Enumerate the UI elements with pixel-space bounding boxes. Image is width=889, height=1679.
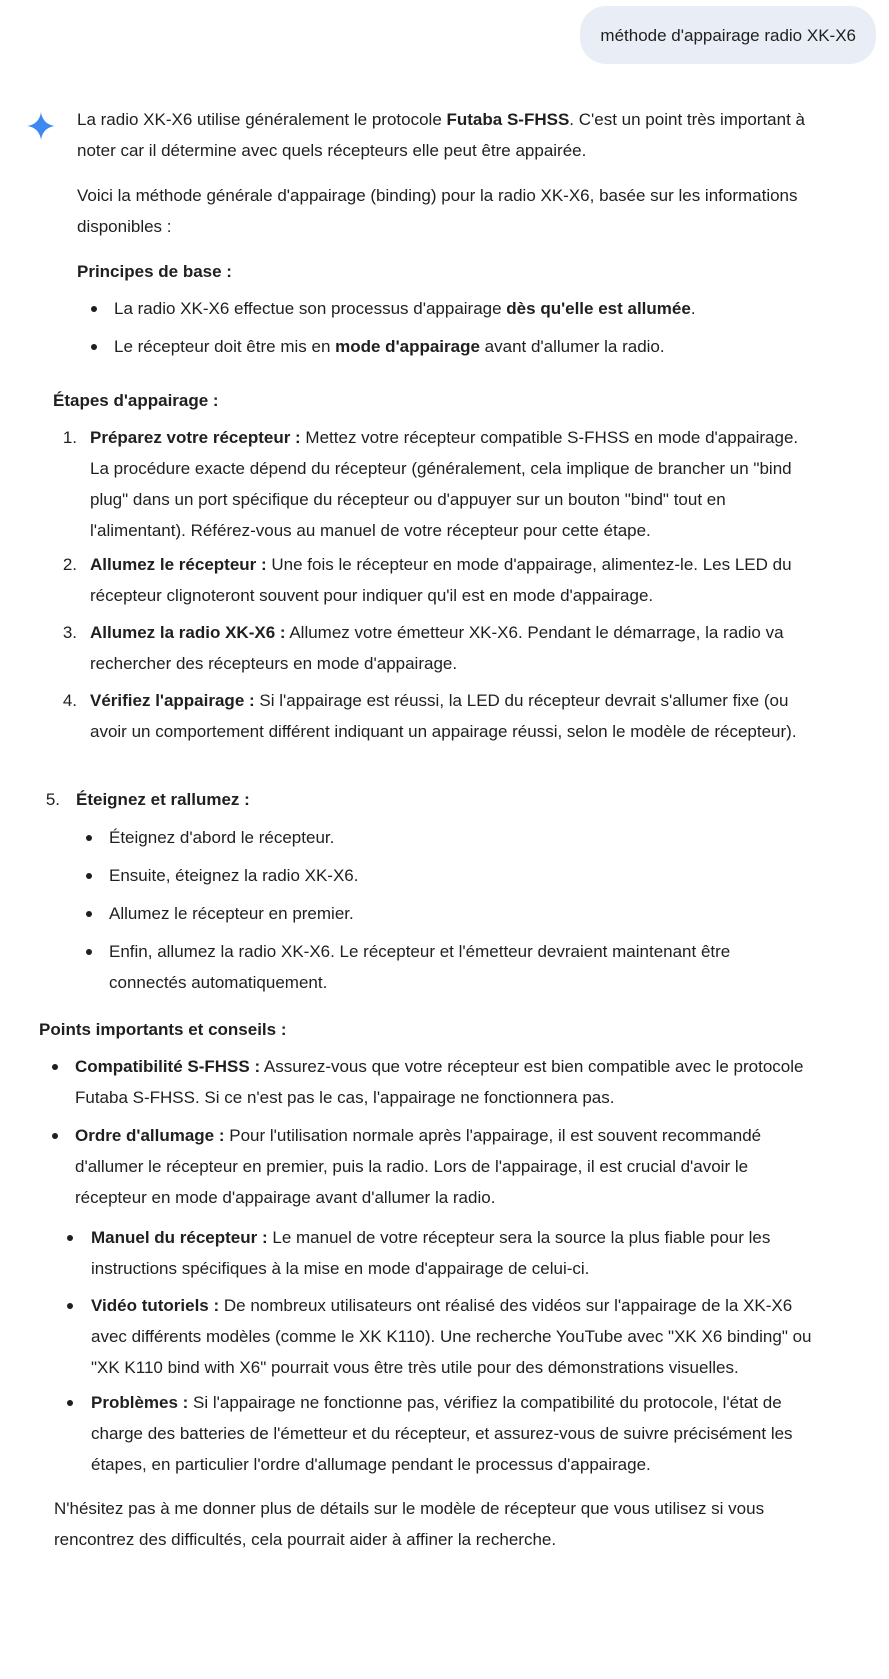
sub-list-item: Enfin, allumez la radio XK-X6. Le récepteur et l'émetteur devraient maintenant être connectés automatiquement. (109, 942, 731, 992)
list-item-text: La radio XK-X6 effectue son processus d'appairage (114, 299, 507, 318)
steps-heading (53, 385, 219, 416)
bullet-icon (67, 1400, 73, 1406)
tip-title: Vidéo tutoriels : (91, 1296, 220, 1315)
step-title: Vérifiez l'appairage : (90, 691, 255, 710)
tip-title: Ordre d'allumage : (75, 1126, 225, 1145)
bullet-icon (52, 1064, 58, 1070)
sparkle-icon (25, 110, 57, 142)
intro-text-a: La radio XK-X6 utilise généralement le protocole (77, 110, 447, 129)
user-query-bubble (580, 6, 876, 64)
tips-heading-text: Points importants et conseils : (39, 1020, 287, 1039)
principles-heading-text: Principes de base : (77, 262, 232, 281)
step-title: Allumez le récepteur : (90, 555, 267, 574)
tip-item (91, 1290, 816, 1383)
step-title: Allumez la radio XK-X6 : (90, 623, 286, 642)
user-query-text: méthode d'appairage radio XK-X6 (600, 25, 856, 45)
bullet-icon (52, 1133, 58, 1139)
step-number: 4. (62, 691, 77, 710)
list-item (114, 331, 824, 362)
bullet-icon (86, 835, 92, 841)
tip-text: De nombreux utilisateurs ont réalisé des vidéos sur l'appairage de la XK-X6 avec différents modèles (comme le XK K110). Une recherche YouTube avec "XK X6 binding" ou "XK K110 bind with X6" pourrait vous être très utile pour des démonstrations visuelles. (91, 1296, 812, 1377)
list-item-text: Le récepteur doit être mis en (114, 337, 336, 356)
tip-item (91, 1222, 811, 1284)
principles-heading (77, 256, 232, 287)
bullet-icon (86, 949, 92, 955)
step-number: 1. (62, 428, 77, 447)
step-item (90, 685, 810, 747)
bullet-icon (86, 911, 92, 917)
intro-text-c: . C'est un point très important à noter car il détermine avec quels récepteurs elle peut être appairée. (77, 110, 805, 160)
step-number: 5. (45, 790, 60, 809)
step-text: Une fois le récepteur en mode d'appairage, alimentez-le. Les LED du récepteur clignoteront souvent pour indiquer qu'il est en mode d'appairage. (90, 555, 792, 605)
list-item-text-end: . (690, 299, 696, 318)
step-title: Préparez votre récepteur : (90, 428, 301, 447)
step-item (90, 549, 810, 611)
step-text: Allumez votre émetteur XK-X6. Pendant le démarrage, la radio va rechercher des récepteurs en mode d'appairage. (90, 623, 784, 673)
step-item (90, 617, 810, 679)
tip-text: Assurez-vous que votre récepteur est bien compatible avec le protocole Futaba S-FHSS. Si ce n'est pas le cas, l'appairage ne fonctionnera pas. (75, 1057, 804, 1107)
tip-item (91, 1387, 811, 1480)
list-item-bold: dès qu'elle est allumée (506, 299, 691, 318)
steps-heading-text: Étapes d'appairage : (53, 391, 219, 410)
list-item-bold: mode d'appairage (335, 337, 480, 356)
step-item (90, 422, 810, 546)
step-text: Mettez votre récepteur compatible S-FHSS en mode d'appairage. La procédure exacte dépend du récepteur (généralement, cela implique de brancher un "bind plug" dans un port spécifique du récepteur ou d'appuyer sur un bouton "bind" tout en l'alimentant). Référez-vous au manuel de votre récepteur pour cette étape. (90, 428, 799, 540)
bullet-icon (91, 344, 97, 350)
tip-text: Pour l'utilisation normale après l'appairage, il est souvent recommandé d'allumer le récepteur en premier, puis la radio. Lors de l'appairage, il est crucial d'avoir le récepteur en mode d'appairage avant d'allumer la radio. (75, 1126, 762, 1207)
intro-text-bold: Futaba S-FHSS (446, 110, 570, 129)
step-text: Si l'appairage est réussi, la LED du récepteur devrait s'allumer fixe (ou avoir un comportement différent indiquant un appairage réussi, selon le modèle de récepteur). (90, 691, 797, 741)
bullet-icon (91, 306, 97, 312)
bullet-icon (67, 1235, 73, 1241)
sub-list-item: Allumez le récepteur en premier. (109, 904, 354, 923)
tips-heading (39, 1014, 287, 1045)
tip-text: Si l'appairage ne fonctionne pas, vérifiez la compatibilité du protocole, l'état de charge des batteries de l'émetteur et du récepteur, et assurez-vous de suivre précisément les étapes, en particulier l'ordre d'allumage pendant le processus d'appairage. (91, 1393, 793, 1474)
tip-title: Problèmes : (91, 1393, 189, 1412)
step-title: Éteignez et rallumez : (76, 790, 250, 809)
tip-item (75, 1120, 820, 1213)
step-number: 2. (62, 555, 77, 574)
list-item-text-end: avant d'allumer la radio. (479, 337, 665, 356)
step-number: 3. (62, 623, 77, 642)
bullet-icon (86, 873, 92, 879)
tip-text: Le manuel de votre récepteur sera la source la plus fiable pour les instructions spécifiques à la mise en mode d'appairage de celui-ci. (91, 1228, 771, 1278)
sub-list-item: Ensuite, éteignez la radio XK-X6. (109, 866, 359, 885)
closing-paragraph: N'hésitez pas à me donner plus de détails sur le modèle de récepteur que vous utilisez si vous rencontrez des difficultés, cela pourrait aider à affiner la recherche. (54, 1499, 765, 1549)
sub-list-item: Éteignez d'abord le récepteur. (109, 828, 335, 847)
bullet-icon (67, 1303, 73, 1309)
list-item (114, 293, 824, 324)
intro-paragraph (77, 104, 822, 166)
tip-title: Manuel du récepteur : (91, 1228, 268, 1247)
step-item (76, 784, 250, 815)
tip-item (75, 1051, 810, 1113)
tip-title: Compatibilité S-FHSS : (75, 1057, 261, 1076)
intro-paragraph-2: Voici la méthode générale d'appairage (binding) pour la radio XK-X6, basée sur les informations disponibles : (77, 186, 798, 236)
